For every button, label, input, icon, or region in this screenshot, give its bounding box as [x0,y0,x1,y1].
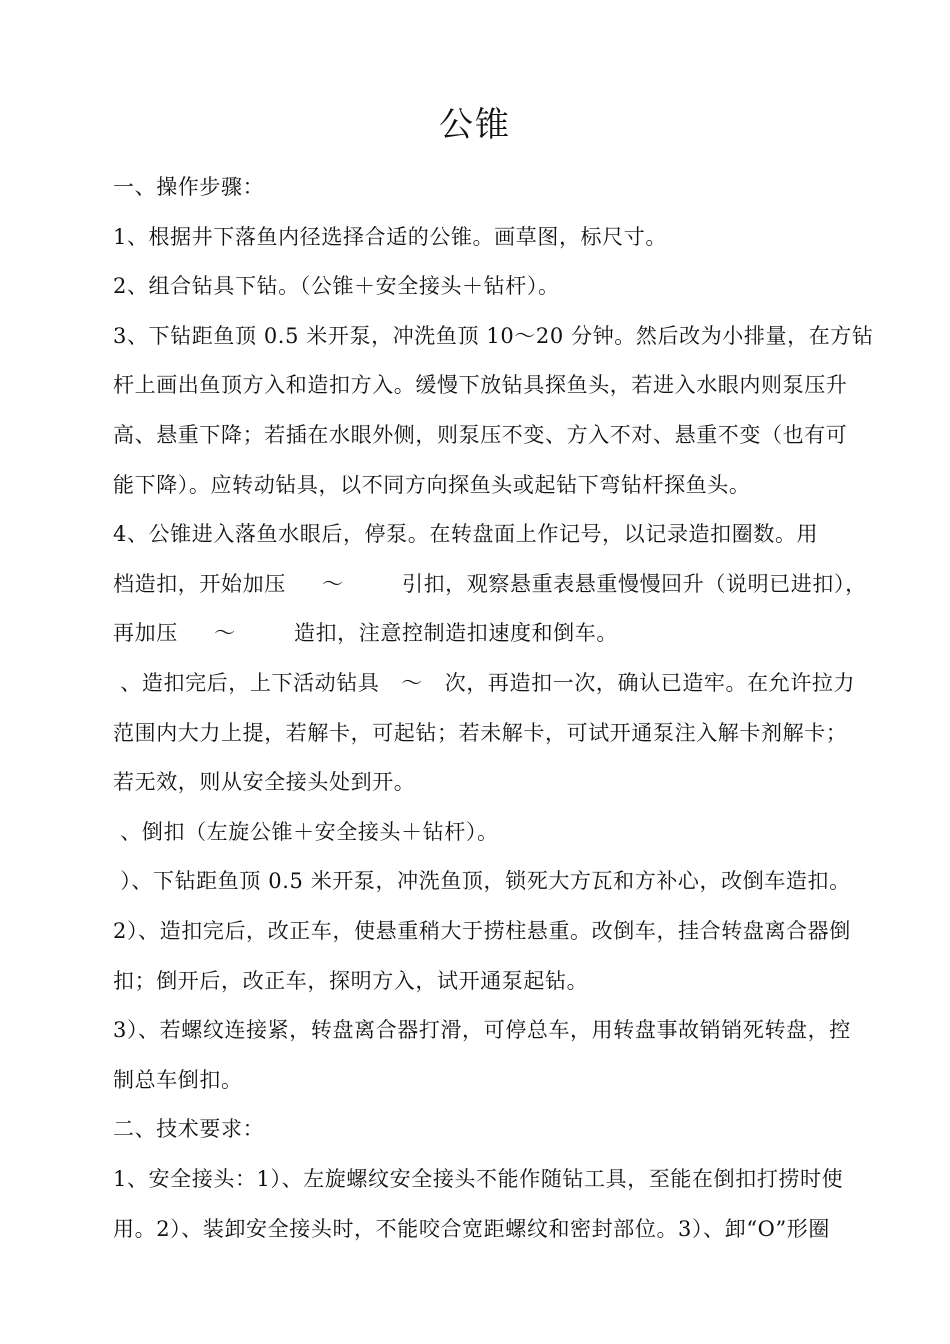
paragraph-line: 杆上画出鱼顶方入和造扣方入。缓慢下放钻具探鱼头，若进入水眼内则泵压升 [113,373,848,397]
paragraph-line: 能下降）。应转动钻具，以不同方向探鱼头或起钻下弯钻杆探鱼头。 [113,473,751,497]
paragraph-line: 3）、若螺纹连接紧，转盘离合器打滑，可停总车，用转盘事故销销死转盘，控 [113,1018,851,1042]
section-heading-technical-requirements: 二、技术要求： [113,1117,265,1141]
paragraph-line: 、倒扣（左旋公锥＋安全接头＋钻杆）。 [113,820,499,844]
paragraph-line: 再加压 ～ 造扣，注意控制造扣速度和倒车。 [113,621,618,645]
paragraph-line: 2）、造扣完后，改正车，使悬重稍大于捞柱悬重。改倒车，挂合转盘离合器倒 [113,919,851,943]
paragraph-line: 3、下钻距鱼顶 0.5 米开泵，冲洗鱼顶 10～20 分钟。然后改为小排量，在方钻 [113,324,874,348]
paragraph-line: 高、悬重下降；若插在水眼外侧，则泵压不变、方入不对、悬重不变（也有可 [113,423,848,447]
paragraph-line: 范围内大力上提，若解卡，可起钻；若未解卡，可试开通泵注入解卡剂解卡； [113,721,848,745]
section-heading-operation-steps: 一、操作步骤： [113,175,265,199]
paragraph-line: ）、下钻距鱼顶 0.5 米开泵，冲洗鱼顶，锁死大方瓦和方补心，改倒车造扣。 [113,869,851,893]
paragraph-line: 、造扣完后，上下活动钻具 ～ 次，再造扣一次，确认已造牢。在允许拉力 [113,671,856,695]
paragraph-line: 制总车倒扣。 [113,1068,243,1092]
paragraph-line: 档造扣，开始加压 ～ 引扣，观察悬重表悬重慢慢回升（说明已进扣）， [113,572,867,596]
paragraph-line: 2、组合钻具下钻。（公锥＋安全接头＋钻杆）。 [113,274,560,298]
paragraph-line: 1、根据井下落鱼内径选择合适的公锥。画草图，标尺寸。 [113,225,667,249]
paragraph-line: 用。2）、装卸安全接头时，不能咬合宽距螺纹和密封部位。3）、卸“O”形圈 [113,1217,831,1241]
paragraph-line: 4、公锥进入落鱼水眼后，停泵。在转盘面上作记号，以记录造扣圈数。用 [113,522,819,546]
paragraph-line: 1、安全接头：1）、左旋螺纹安全接头不能作随钻工具，至能在倒扣打捞时使 [113,1167,844,1191]
paragraph-line: 扣；倒开后，改正车，探明方入，试开通泵起钻。 [113,969,589,993]
document-title: 公锥 [439,105,511,145]
paragraph-line: 若无效，则从安全接头处到开。 [113,770,416,794]
